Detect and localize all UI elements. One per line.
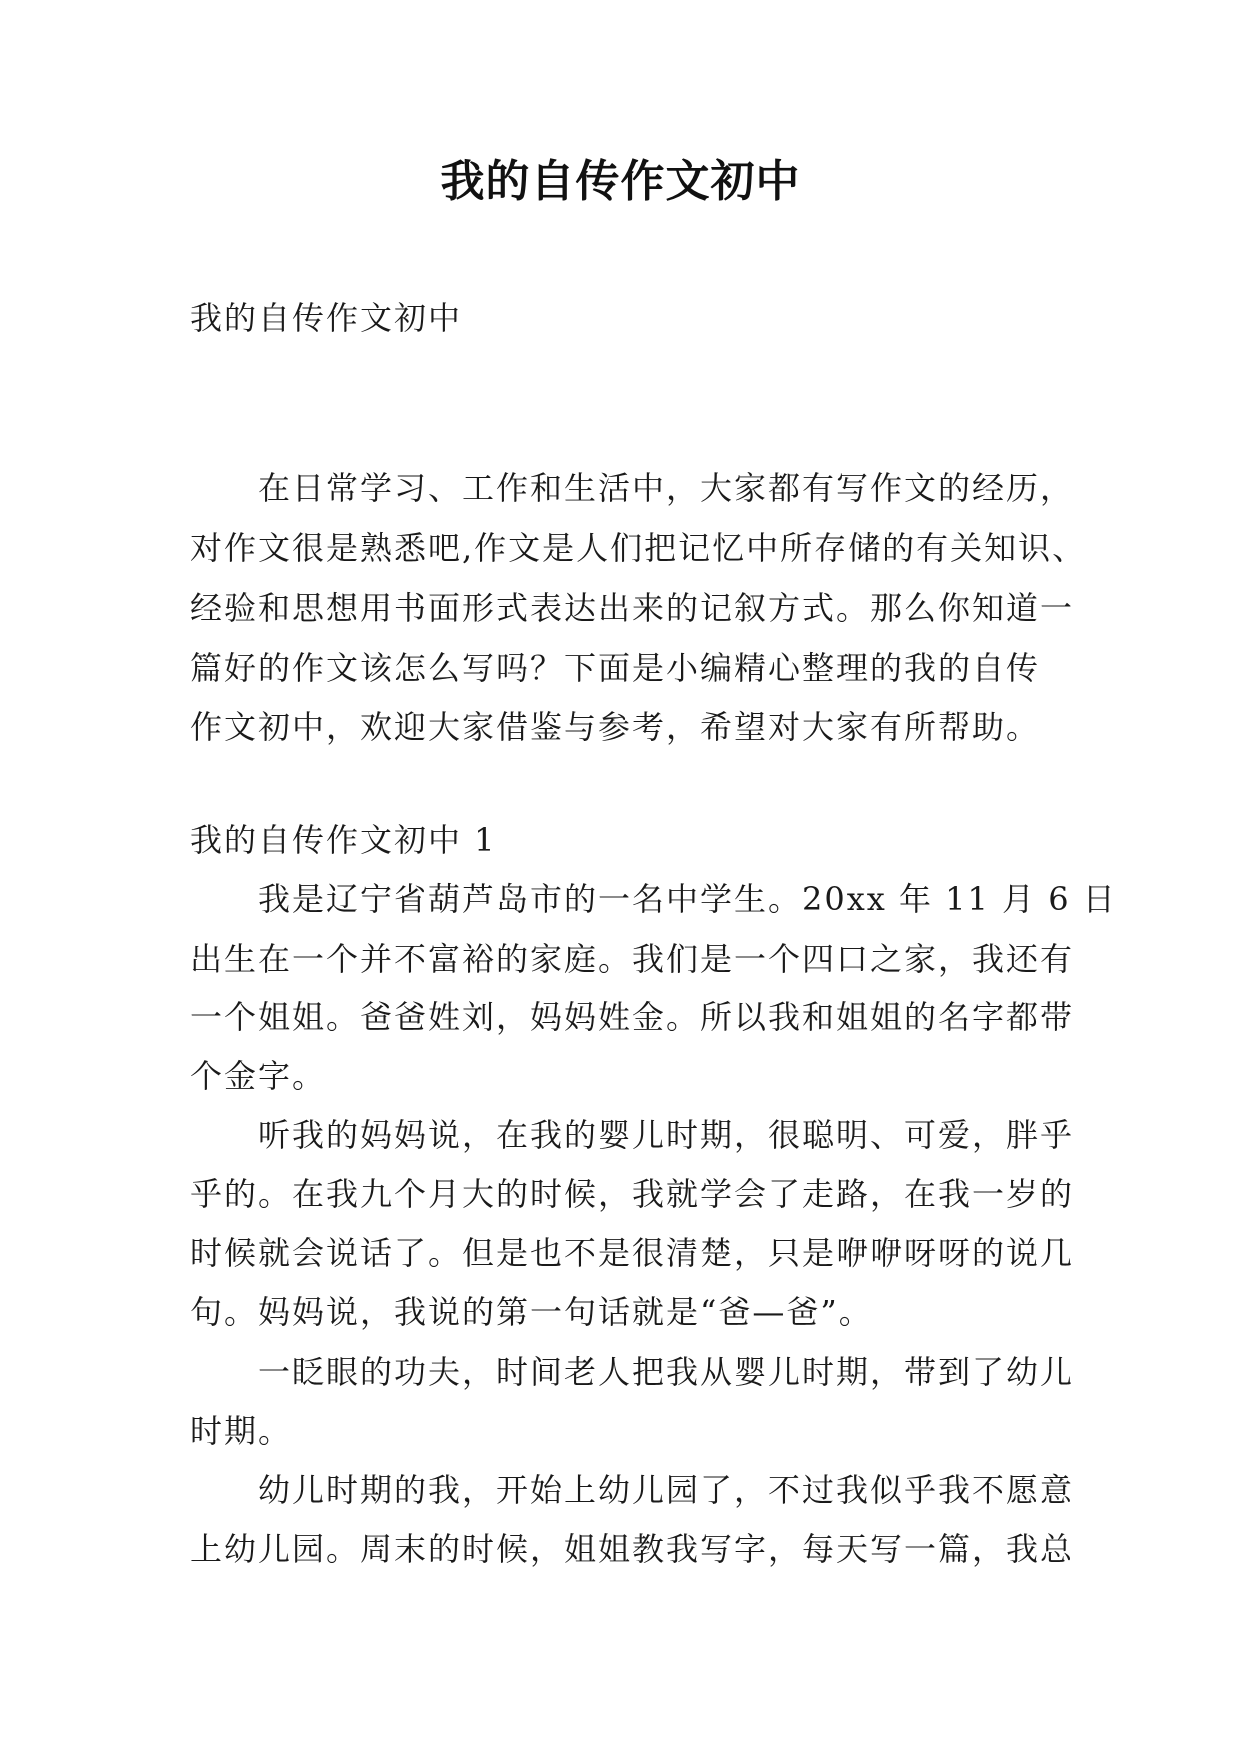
intro-line: 作文初中，欢迎大家借鉴与参考，希望对大家有所帮助。 <box>190 708 1041 746</box>
paragraph-line: 听我的妈妈说，在我的婴儿时期，很聪明、可爱，胖乎 <box>258 1116 1075 1154</box>
paragraph-line: 个金字。 <box>190 1057 327 1095</box>
intro-line: 篇好的作文该怎么写吗？下面是小编精心整理的我的自传 <box>190 649 1041 687</box>
intro-line: 对作文很是熟悉吧,作文是人们把记忆中所存储的有关知识、 <box>190 529 1087 567</box>
paragraph-line: 乎的。在我九个月大的时候，我就学会了走路，在我一岁的 <box>190 1175 1075 1213</box>
section-heading: 我的自传作文初中 1 <box>190 821 497 859</box>
paragraph-line: 上幼儿园。周末的时候，姐姐教我写字，每天写一篇，我总 <box>190 1530 1075 1568</box>
paragraph-line: 一眨眼的功夫，时间老人把我从婴儿时期，带到了幼儿 <box>258 1353 1075 1391</box>
paragraph-line: 时期。 <box>190 1412 293 1450</box>
paragraph-line: 出生在一个并不富裕的家庭。我们是一个四口之家，我还有 <box>190 940 1075 978</box>
paragraph-line: 句。妈妈说，我说的第一句话就是“爸—爸”。 <box>190 1293 873 1331</box>
paragraph-line: 我是辽宁省葫芦岛市的一名中学生。20xx 年 11 月 6 日 <box>258 880 1117 918</box>
intro-line: 在日常学习、工作和生活中，大家都有写作文的经历， <box>258 469 1075 507</box>
document-title: 我的自传作文初中 <box>440 156 801 207</box>
paragraph-line: 一个姐姐。爸爸姓刘，妈妈姓金。所以我和姐姐的名字都带 <box>190 998 1075 1036</box>
intro-line: 经验和思想用书面形式表达出来的记叙方式。那么你知道一 <box>190 589 1075 627</box>
paragraph-line: 幼儿时期的我，开始上幼儿园了，不过我似乎我不愿意 <box>258 1471 1075 1509</box>
paragraph-line: 时候就会说话了。但是也不是很清楚，只是咿咿呀呀的说几 <box>190 1234 1075 1272</box>
document-subtitle: 我的自传作文初中 <box>190 299 463 337</box>
